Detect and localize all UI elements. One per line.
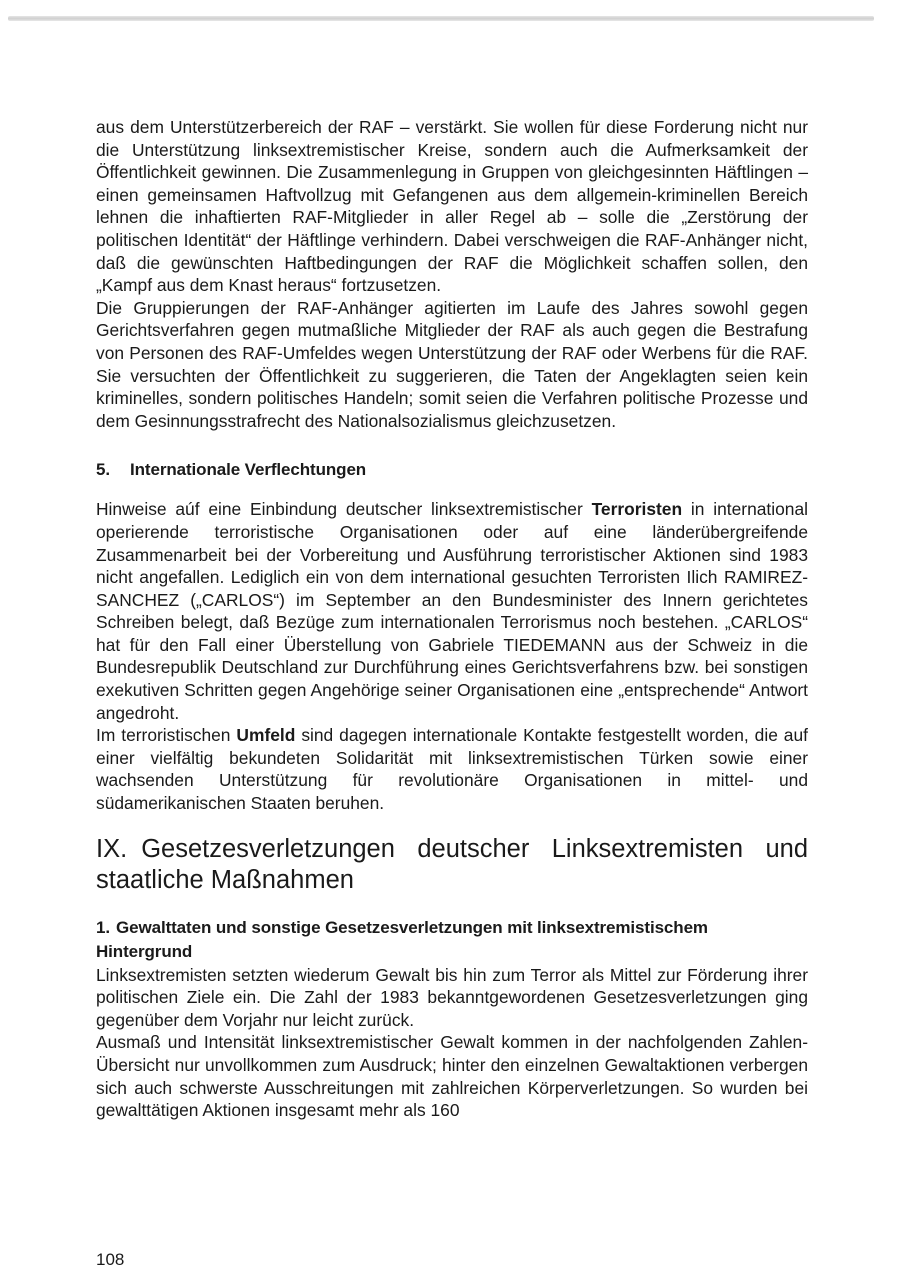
section-number: 5. (96, 460, 110, 480)
bold-term-terroristen: Terroristen (591, 499, 683, 520)
paragraph-text: Hinweise aúf eine Einbindung deutscher linksextremistischer (96, 499, 592, 520)
section-title: Gewalttaten und sonstige Gesetzesverletzungen mit linksextremistischem Hintergrund (96, 917, 708, 961)
page-top-edge (8, 16, 874, 21)
chapter-heading-ix (96, 834, 808, 896)
chapter-title: Gesetzesverletzungen deutscher Linksextremisten und staatliche Maßnahmen (96, 834, 808, 894)
paragraph-violence-intro: Linksextremisten setzten wiederum Gewalt bis hin zum Terror als Mittel zur Förderung ihrer politischen Ziele ein. Die Zahl der 1983 bekanntgewordenen Gesetzesverletzungen ging gegenüber dem Vorjahr nur leicht zurück. (96, 964, 808, 1030)
paragraph-terrorist-links (96, 498, 808, 724)
paragraph-text: Im terroristischen (96, 725, 237, 746)
section-heading-international (96, 459, 808, 481)
chapter-number: IX. (96, 834, 128, 863)
paragraph-raf-agitation: Die Gruppierungen der RAF-Anhänger agitierten im Laufe des Jahres sowohl gegen Gerichtsverfahren gegen mutmaßliche Mitglieder der RAF als auch gegen die Bestrafung von Personen des RAF-Umfeldes wegen Unterstützung der RAF oder Werbens für die RAF. Sie versuchten der Öffentlichkeit zu suggerieren, die Taten der Angeklagten seien kein kriminelles, sondern politisches Handeln; somit seien die Verfahren politische Prozesse und dem Gesinnungsstrafrecht des Nationalsozialismus gleichzusetzen. (96, 297, 808, 431)
paragraph-text: sind dagegen internationale Kontakte festgestellt worden, die auf einer vielfältig bekundeten Solidarität mit linksextremistischen Türken sowie einer wachsenden Unterstützung für revolutionäre Organisationen in mittel- und südamerikanischen Staaten beruhen. (96, 725, 808, 814)
section-heading-violence (96, 916, 808, 964)
page-body (96, 116, 808, 1122)
bold-term-umfeld: Umfeld (236, 725, 296, 746)
page-number: 108 (96, 1250, 125, 1269)
paragraph-raf-demands: aus dem Unterstützerbereich der RAF – verstärkt. Sie wollen für diese Forderung nicht nur die Unterstützung linksextremistischer Kreise, sondern auch die Aufmerksamkeit der Öffentlichkeit gewinnen. Die Zusammenlegung in Gruppen von gleichgesinnten Häftlingen – einen gemeinsamen Haftvollzug mit Gefangenen aus dem allgemein-kriminellen Bereich lehnen die inhaftierten RAF-Mitglieder in aller Regel ab – solle die „Zerstörung der politischen Identität“ der Häftlinge verhindern. Dabei verschweigen die RAF-Anhänger nicht, daß die gewünschten Haftbedingungen der RAF die Möglichkeit schaffen sollen, den „Kampf aus dem Knast heraus“ fortzusetzen. (96, 117, 808, 296)
section-number: 1. (96, 917, 110, 937)
section-title: Internationale Verflechtungen (130, 460, 367, 480)
paragraph-umfeld-contacts (96, 724, 808, 814)
paragraph-text: in international operierende terroristische Organisationen oder auf eine länderübergreifende Zusammenarbeit bei der Vorbereitung und Ausführung terroristischer Aktionen sind 1983 nicht angefallen. Lediglich ein von dem international gesuchten Terroristen Ilich RAMIREZ-SANCHEZ („CARLOS“) im September an den Bundesminister des Innern gerichtetes Schreiben belegt, daß Bezüge zum internationalen Terrorismus noch bestehen. „CARLOS“ hat für den Fall einer Überstellung von Gabriele TIEDEMANN aus der Schweiz in die Bundesrepublik Deutschland zur Durchführung eines Gerichtsverfahrens bzw. bei sonstigen exekutiven Schritten gegen Angehörige seiner Organisationen eine „entsprechende“ Antwort angedroht. (96, 499, 808, 723)
paragraph-violence-extent: Ausmaß und Intensität linksextremistischer Gewalt kommen in der nachfolgenden Zahlen-Übersicht nur unvollkommen zum Ausdruck; hinter den einzelnen Gewaltaktionen verbergen sich auch schwerste Ausschreitungen mit zahlreichen Körperverletzungen. So wurden bei gewalttätigen Aktionen insgesamt mehr als 160 (96, 1032, 808, 1121)
